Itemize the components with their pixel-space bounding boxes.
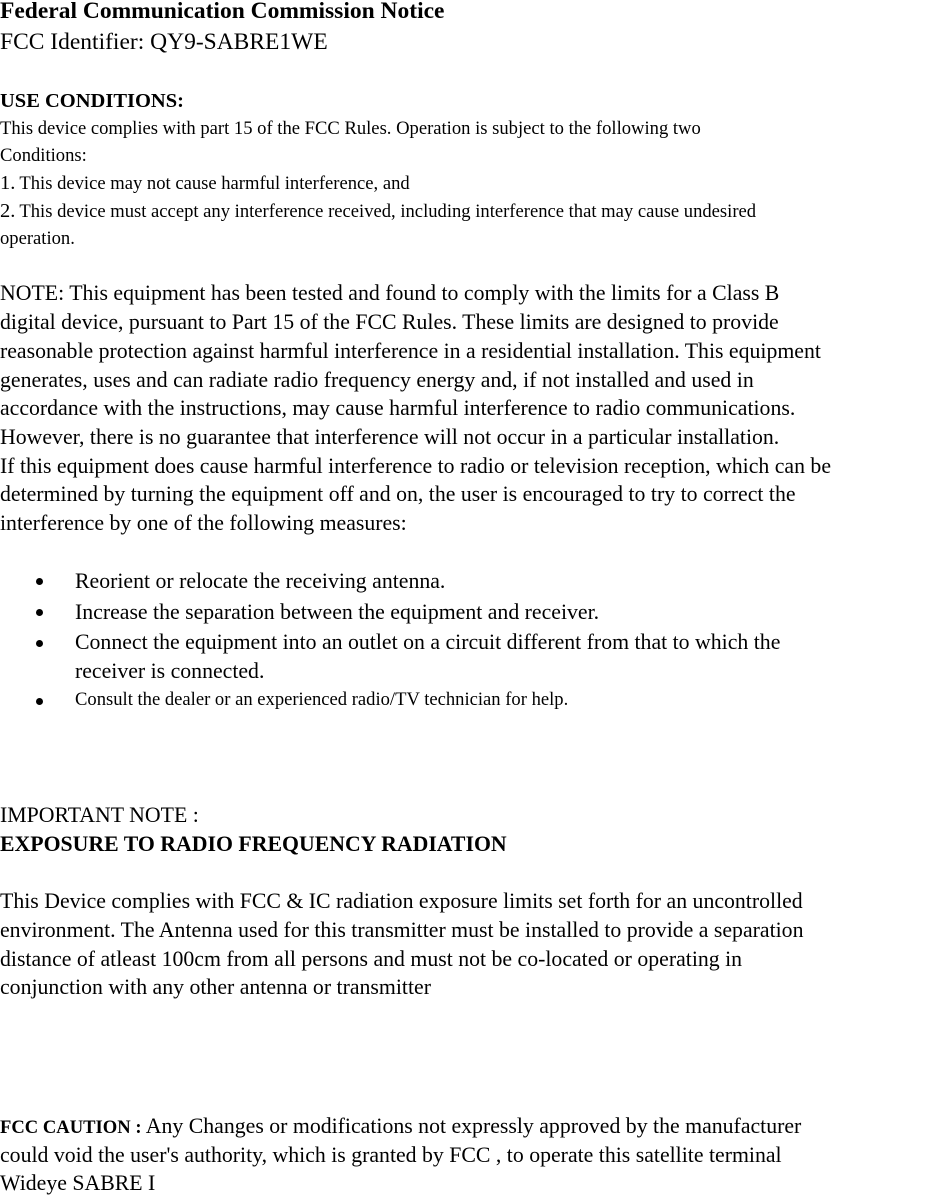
exposure-line: environment. The Antenna used for this transmitter must be installed to provide a separation	[0, 918, 804, 942]
bullet-icon	[36, 578, 43, 585]
fcc-caution-line-3: Wideye SABRE I	[0, 1171, 156, 1195]
condition-item-2	[0, 201, 756, 222]
condition-item-2-text: This device must accept any interference received, including interference that may cause undesired	[19, 201, 757, 222]
note-line: interference by one of the following measures:	[0, 511, 407, 535]
note-line: generates, uses and can radiate radio frequency energy and, if not installed and used in	[0, 368, 754, 392]
use-conditions-intro-line1: This device complies with part 15 of the FCC Rules. Operation is subject to the following two	[0, 118, 701, 139]
note-line: determined by turning the equipment off and on, the user is encouraged to try to correct the	[0, 482, 796, 506]
bullet-icon	[36, 609, 43, 616]
condition-item-1	[0, 173, 410, 194]
note-line: accordance with the instructions, may cause harmful interference to radio communications.	[0, 396, 796, 420]
condition-item-1-number: 1.	[0, 172, 16, 194]
measure-list-item: Reorient or relocate the receiving antenna.	[75, 569, 446, 593]
exposure-line: conjunction with any other antenna or transmitter	[0, 975, 431, 999]
note-line: digital device, pursuant to Part 15 of the FCC Rules. These limits are designed to provide	[0, 310, 779, 334]
note-line: If this equipment does cause harmful interference to radio or television reception, which can be	[0, 454, 831, 478]
exposure-heading: EXPOSURE TO RADIO FREQUENCY RADIATION	[0, 832, 507, 856]
use-conditions-intro-line2: Conditions:	[0, 145, 87, 166]
exposure-line: distance of atleast 100cm from all persons and must not be co-located or operating in	[0, 947, 743, 971]
notice-title: Federal Communication Commission Notice	[0, 0, 445, 24]
measure-list-item: Increase the separation between the equipment and receiver.	[75, 600, 600, 624]
fcc-caution-line-2: could void the user's authority, which is granted by FCC , to operate this satellite terminal	[0, 1143, 782, 1167]
bullet-icon	[36, 698, 43, 705]
exposure-line: This Device complies with FCC & IC radiation exposure limits set forth for an uncontrolled	[0, 889, 803, 913]
fcc-identifier: FCC Identifier: QY9-SABRE1WE	[0, 29, 328, 55]
measure-list-item: Consult the dealer or an experienced radio/TV technician for help.	[75, 689, 569, 710]
condition-item-2-continued: operation.	[0, 228, 75, 249]
fcc-caution-text: Any Changes or modifications not expressly approved by the manufacturer	[141, 1114, 802, 1138]
fcc-caution-label: FCC CAUTION :	[0, 1117, 142, 1138]
important-note-label: IMPORTANT NOTE :	[0, 803, 199, 827]
note-line: NOTE: This equipment has been tested and found to comply with the limits for a Class B	[0, 281, 780, 305]
note-line: reasonable protection against harmful interference in a residential installation. This equipment	[0, 339, 821, 363]
measure-list-item: Connect the equipment into an outlet on a circuit different from that to which the	[75, 630, 781, 654]
measure-list-item-continued: receiver is connected.	[75, 659, 265, 683]
use-conditions-heading: USE CONDITIONS:	[0, 90, 184, 112]
fcc-caution-line	[0, 1116, 801, 1138]
condition-item-1-text: This device may not cause harmful interference, and	[19, 173, 410, 194]
note-line: However, there is no guarantee that interference will not occur in a particular installation.	[0, 425, 780, 449]
condition-item-2-number: 2.	[0, 200, 16, 222]
bullet-icon	[36, 640, 43, 647]
